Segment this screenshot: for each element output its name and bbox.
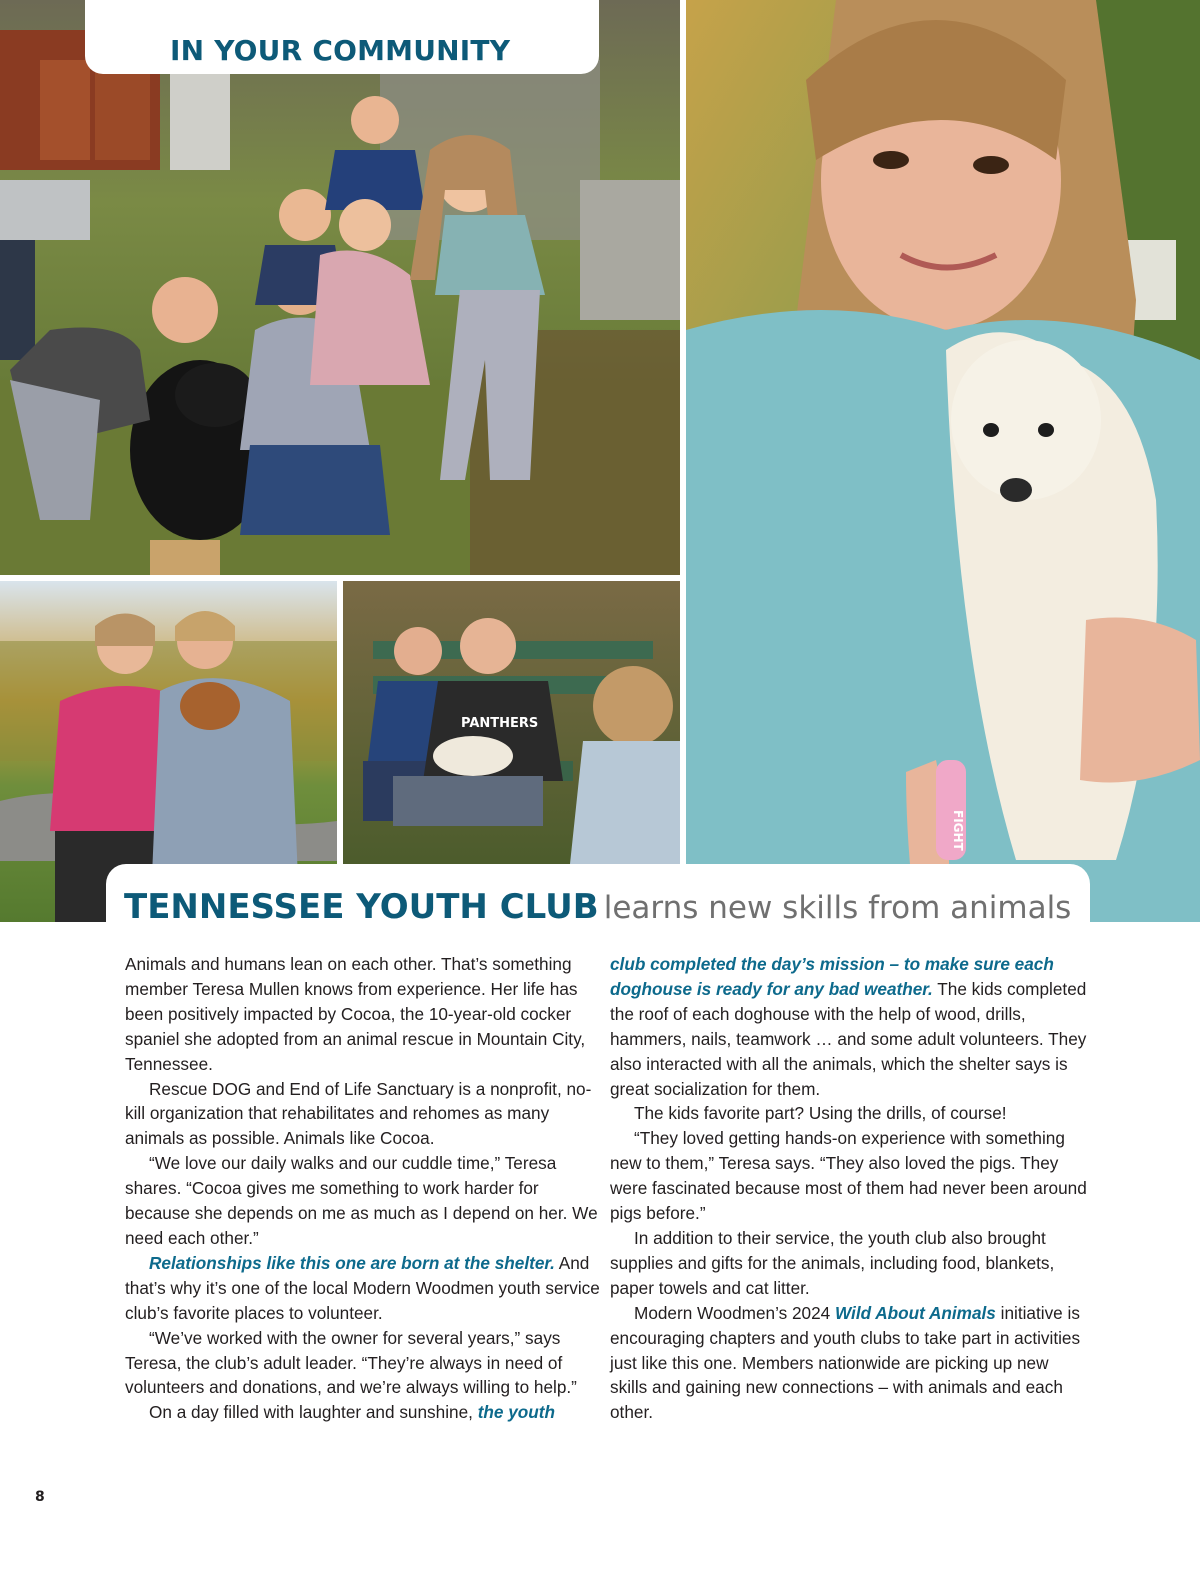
highlight-text: Relationships like this one are born at the shelter. [149, 1252, 555, 1273]
photo-kids-on-bench [343, 581, 680, 864]
shirt-text: PANTHERS [461, 716, 539, 731]
paragraph: “We love our daily walks and our cuddle time,” Teresa shares. “Cocoa gives me something to work harder for because she depends on me as much as I depend on her. We need each other.” [125, 1153, 598, 1248]
article-column-left [125, 952, 605, 1425]
photo-girl-with-puppy [686, 0, 1200, 922]
highlight-text: the youth [477, 1402, 556, 1423]
paragraph: “We’ve worked with the owner for several years,” says Teresa, the club’s adult leader. “They’re always in need of volunteers and donations, and we’re always willing to help.” [125, 1327, 577, 1398]
paragraph: The kids favorite part? Using the drills, of course! [634, 1103, 1007, 1124]
bracelet-text: FIGHT [951, 810, 965, 851]
section-label: IN YOUR COMMUNITY [85, 0, 599, 74]
paragraph-text: Modern Woodmen’s 2024 [634, 1302, 835, 1323]
headline-light: learns new skills from animals [603, 890, 1072, 926]
paragraph [125, 1251, 605, 1326]
article-column-right [610, 952, 1090, 1425]
paragraph-text: The kids completed the roof of each doghouse with the help of wood, drills, hammers, nails, teamwork … and some adult volunteers. They also interacted with all the animals, which the shelter says is great socialization for them. [610, 978, 1087, 1099]
paragraph: In addition to their service, the youth club also brought supplies and gifts for the animals, including food, blankets, paper towels and cat litter. [610, 1227, 1055, 1298]
page-number: 8 [35, 1489, 45, 1505]
paragraph: Animals and humans lean on each other. That’s something member Teresa Mullen knows from experience. Her life has been positively impacted by Cocoa, the 10-year-old cocker spaniel she adopted from an animal rescue in Mountain City, Tennessee. [125, 954, 586, 1074]
paragraph-text: And that’s why it’s one of the local Modern Woodmen youth service club’s favorite places to volunteer. [125, 1252, 600, 1323]
paragraph-text: initiative is encouraging chapters and youth clubs to take part in activities just like this one. Members nationwide are picking up new skills and gaining new connections – with animals and each other. [610, 1302, 1081, 1423]
highlight-text: club completed the day’s mission – to make sure each doghouse is ready for any bad weather. [610, 954, 1054, 999]
paragraph [125, 1400, 605, 1425]
paragraph [610, 952, 1090, 1101]
paragraph: “They loved getting hands-on experience with something new to them,” Teresa says. “They also loved the pigs. They were fascinated because most of them had never been around pigs before.” [610, 1128, 1087, 1224]
photo-kids-with-dog [0, 0, 680, 575]
paragraph: Rescue DOG and End of Life Sanctuary is a nonprofit, no-kill organization that rehabilitates and rehomes as many animals as possible. Animals like Cocoa. [125, 1078, 592, 1149]
paragraph [610, 1301, 1090, 1426]
highlight-text: Wild About Animals [834, 1302, 996, 1323]
article-headline [106, 864, 1090, 930]
headline-strong: TENNESSEE YOUTH CLUB [124, 887, 599, 927]
paragraph-text: On a day filled with laughter and sunshine, [149, 1402, 478, 1423]
